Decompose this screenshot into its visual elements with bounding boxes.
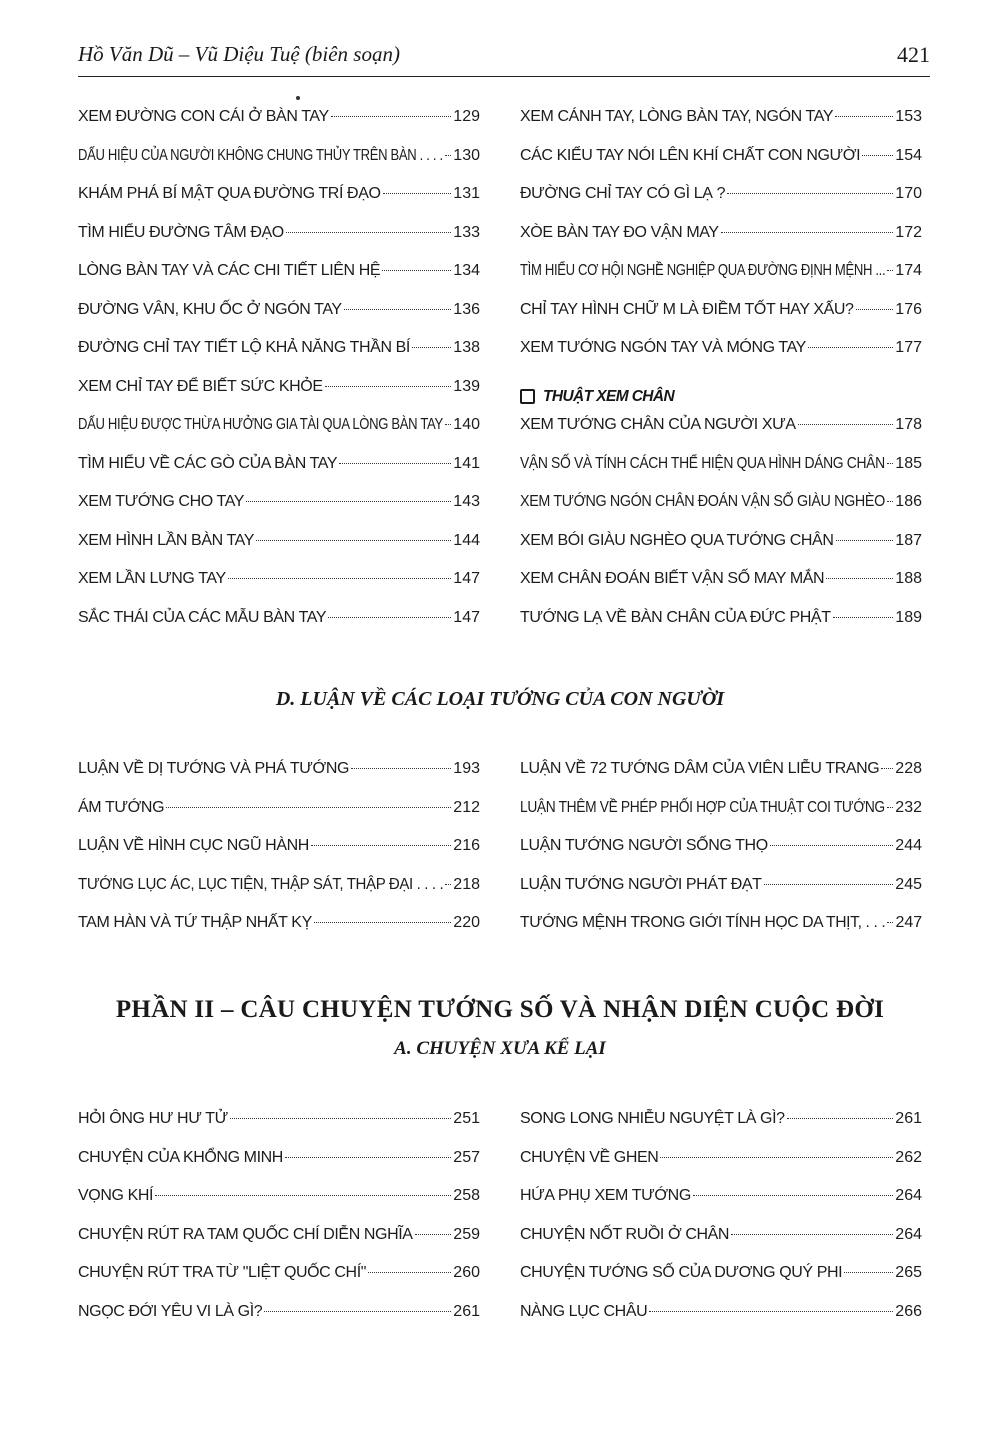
dot-leader [314,922,451,923]
toc-entry-title: LUẬN VỀ 72 TƯỚNG DÂM CỦA VIÊN LIỄU TRANG [520,760,880,777]
dot-leader [445,424,452,425]
toc-entry-page: 244 [895,837,922,854]
toc-entry-title: VỌNG KHÍ [78,1187,154,1204]
toc-entry-page: 262 [895,1148,922,1166]
toc-entry [78,609,480,648]
toc-entry-page: 228 [895,760,922,777]
toc-entry-page: 186 [895,493,922,510]
toc-entry [78,1264,480,1303]
dot-leader [887,270,893,271]
toc-entry-page: 147 [453,608,480,626]
toc-entry [520,799,922,838]
toc-entry [78,570,480,609]
dot-leader [325,386,452,387]
dot-leader [445,155,452,156]
toc-entry-title: XEM TƯỚNG CHO TAY [78,493,245,510]
toc-entry-page: 141 [453,454,480,472]
toc-entry-page: 264 [895,1225,922,1243]
toc-entry-page: 130 [453,146,480,164]
checkbox-square-icon [520,389,535,404]
page-number: 421 [897,42,930,67]
toc-entry [520,262,922,301]
dot-leader [887,501,894,502]
toc-list-palm-left [78,108,480,647]
toc-entry [520,1226,922,1265]
toc-entry-page: 247 [895,914,923,931]
dot-leader [835,116,893,117]
toc-entry-page: 136 [453,300,480,318]
toc-entry-page: 257 [453,1148,480,1166]
toc-entry-title: XEM TƯỚNG NGÓN TAY VÀ MÓNG TAY [520,339,806,356]
part-2-subtitle: A. CHUYỆN XƯA KỂ LẠI [394,1038,606,1059]
toc-entry [78,1187,480,1226]
toc-entry-page: 129 [453,108,480,125]
toc-entry-title: TAM HÀN VÀ TỨ THẬP NHẤT KỴ [78,914,312,931]
toc-entry-page: 140 [453,416,480,433]
toc-entry-title: TÌM HIỂU VỀ CÁC GÒ CỦA BÀN TAY [78,454,338,472]
toc-entry [520,609,922,648]
dot-leader [230,1118,451,1119]
dot-leader [887,807,894,808]
toc-entry-title: NÀNG LỤC CHÂU [520,1302,648,1320]
dot-leader [445,884,451,885]
toc-entry [520,837,922,876]
dot-leader [344,309,452,310]
dot-leader [693,1195,893,1196]
toc-entry-title: HỨA PHỤ XEM TƯỚNG [520,1187,691,1204]
toc-entry [78,1226,480,1265]
toc-entry-title: ĐƯỜNG VÂN, KHU ỐC Ở NGÓN TAY [78,300,342,318]
toc-entry-page: 265 [895,1264,922,1281]
toc-entry-title: CHUYỆN RÚT TRA TỪ "LIỆT QUỐC CHÍ" [78,1264,367,1281]
toc-list-feet [520,416,922,647]
toc-entry-title: SẮC THÁI CỦA CÁC MẪU BÀN TAY [78,608,327,626]
dot-leader [770,845,894,846]
toc-entry [78,876,480,915]
toc-entry [78,378,480,417]
toc-entry-page: 176 [895,300,922,318]
toc-entry [520,532,922,571]
toc-entry-page: 212 [453,798,480,816]
toc-entry [78,760,480,799]
toc-entry-page: 187 [895,531,922,549]
dot-leader [881,768,893,769]
toc-entry [78,262,480,301]
toc-entry-title: LUẬN THÊM VỀ PHÉP PHỐI HỢP CỦA THUẬT COI TƯỚNG [520,798,885,816]
dot-leader [787,1118,894,1119]
dot-leader [155,1195,451,1196]
toc-entry-page: 251 [453,1110,480,1127]
toc-entry-page: 264 [895,1187,922,1204]
dot-leader [412,347,451,348]
toc-entry [78,1149,480,1188]
dot-leader [844,1272,893,1273]
toc-entry-title: ĐƯỜNG CHỈ TAY TIẾT LỘ KHẢ NĂNG THẦN BÍ [78,339,410,356]
toc-entry [520,224,922,263]
toc-entry [78,147,480,186]
section-d-title: D. LUẬN VỀ CÁC LOẠI TƯỚNG CỦA CON NGƯỜI [275,688,725,710]
toc-entry-page: 174 [895,262,922,279]
toc-entry-title: XEM CHÂN ĐOÁN BIẾT VẬN SỐ MAY MẮN [520,570,825,587]
toc-list-section-d-right [520,760,922,953]
toc-entry-page: 260 [453,1264,480,1281]
toc-entry-title: CHUYỆN RÚT RA TAM QUỐC CHÍ DIỄN NGHĨA [78,1225,413,1243]
dot-leader [286,232,451,233]
dot-leader [727,193,893,194]
toc-entry-page: 189 [895,608,922,626]
dot-leader [339,463,451,464]
print-speck [296,96,300,100]
toc-entry [520,301,922,340]
toc-entry-page: 139 [453,377,480,395]
toc-entry-title: VẬN SỐ VÀ TÍNH CÁCH THỂ HIỆN QUA HÌNH DÁNG CHÂN [520,454,885,472]
dot-leader [264,1311,451,1312]
toc-entry-page: 153 [895,108,922,125]
toc-entry-page: 131 [453,185,480,202]
toc-entry-title: CHỈ TAY HÌNH CHỮ M LÀ ĐIỀM TỐT HAY XẤU? [520,300,854,318]
toc-entry [520,760,922,799]
toc-entry [78,224,480,263]
toc-entry-page: 216 [453,837,480,854]
toc-entry-title: DẤU HIỆU CỦA NGƯỜI KHÔNG CHUNG THỦY TRÊN BÀN . . . . [78,146,443,164]
dot-leader [331,116,452,117]
toc-entry-title: XEM HÌNH LẦN BÀN TAY [78,531,255,549]
toc-entry-title: NGỌC ĐỚI YÊU VI LÀ GÌ? [78,1302,263,1320]
running-title: Hồ Văn Dũ – Vũ Diệu Tuệ (biên soạn) [78,42,400,66]
toc-entry [78,914,480,953]
toc-entry-title: CHUYỆN TƯỚNG SỐ CỦA DƯƠNG QUÝ PHI [520,1264,843,1281]
toc-entry-page: 261 [895,1110,922,1127]
toc-list-section-d-left [78,760,480,953]
dot-leader [256,540,451,541]
toc-entry-page: 134 [453,262,480,279]
toc-entry-title: KHÁM PHÁ BÍ MẬT QUA ĐƯỜNG TRÍ ĐẠO [78,185,381,202]
toc-list-palm-right [520,108,922,378]
toc-entry-title: XEM TƯỚNG NGÓN CHÂN ĐOÁN VẬN SỐ GIÀU NGHÈO [520,493,885,510]
toc-entry [520,1149,922,1188]
toc-entry-title: XEM BÓI GIÀU NGHÈO QUA TƯỚNG CHÂN [520,531,834,549]
toc-entry-title: TÌM HIỂU ĐƯỜNG TÂM ĐẠO [78,223,284,241]
toc-entry-page: 220 [453,914,480,931]
dot-leader [731,1234,893,1235]
toc-entry [520,493,922,532]
toc-entry-page: 261 [453,1302,480,1320]
toc-entry [520,570,922,609]
toc-entry-page: 170 [895,185,922,202]
toc-entry-page: 259 [453,1225,480,1243]
toc-entry [78,837,480,876]
dot-leader [833,617,894,618]
dot-leader [856,309,894,310]
toc-entry-page: 144 [453,531,480,549]
toc-entry-title: XEM CÁNH TAY, LÒNG BÀN TAY, NGÓN TAY [520,108,834,125]
toc-entry-page: 147 [453,570,480,587]
running-header [78,40,930,77]
dot-leader [887,922,893,923]
dot-leader [808,347,893,348]
toc-entry [78,108,480,147]
dot-leader [166,807,451,808]
toc-entry-title: CHUYỆN VỀ GHEN [520,1148,659,1166]
dot-leader [415,1234,452,1235]
toc-entry [520,1187,922,1226]
toc-entry [78,1303,480,1342]
toc-entry-title: LUẬN VỀ HÌNH CỤC NGŨ HÀNH [78,837,309,854]
toc-entry-page: 245 [895,875,922,893]
toc-entry-title: LUẬN TƯỚNG NGƯỜI SỐNG THỌ [520,837,768,854]
toc-entry [78,301,480,340]
toc-entry-title: TƯỚNG LỤC ÁC, LỤC TIỆN, THẬP SÁT, THẬP ĐẠI . . . . [78,875,444,893]
toc-entry-title: XEM TƯỚNG CHÂN CỦA NGƯỜI XƯA [520,416,796,433]
toc-entry-page: 185 [895,454,922,472]
toc-entry-title: XEM ĐƯỜNG CON CÁI Ở BÀN TAY [78,108,329,125]
toc-entry-title: ĐƯỜNG CHỈ TAY CÓ GÌ LẠ ? [520,185,726,202]
dot-leader [764,884,894,885]
dot-leader [246,501,451,502]
toc-entry-page: 266 [895,1302,922,1320]
toc-entry-page: 143 [453,493,480,510]
dot-leader [649,1311,893,1312]
toc-entry-title: LUẬN VỀ DỊ TƯỚNG VÀ PHÁ TƯỚNG [78,760,350,777]
toc-entry-title: ÁM TƯỚNG [78,798,165,816]
toc-entry-page: 232 [895,798,922,816]
toc-entry-page: 178 [895,416,922,433]
toc-list-part-2-left [78,1110,480,1341]
toc-entry-title: LUẬN TƯỚNG NGƯỜI PHÁT ĐẠT [520,875,762,893]
toc-entry [520,1110,922,1149]
toc-entry [78,339,480,378]
toc-entry [520,914,922,953]
toc-entry [520,416,922,455]
dot-leader [311,845,451,846]
toc-entry-page: 193 [453,760,480,777]
toc-entry [520,108,922,147]
part-2-title: PHẦN II – CÂU CHUYỆN TƯỚNG SỐ VÀ NHẬN DIỆN CUỘC ĐỜI [115,996,885,1023]
toc-entry [78,185,480,224]
toc-entry [520,339,922,378]
dot-leader [351,768,451,769]
dot-leader [383,193,452,194]
dot-leader [228,578,452,579]
toc-entry-page: 188 [895,570,922,587]
dot-leader [368,1272,451,1273]
toc-entry-title: LÒNG BÀN TAY VÀ CÁC CHI TIẾT LIÊN HỆ [78,262,381,279]
toc-entry [520,1303,922,1342]
toc-entry [78,1110,480,1149]
toc-entry-page: 177 [895,339,922,356]
subheading-feet [520,378,922,417]
toc-entry-title: HỎI ÔNG HƯ HƯ TỬ [78,1110,228,1127]
dot-leader [836,540,894,541]
toc-entry-title: SONG LONG NHIỄU NGUYỆT LÀ GÌ? [520,1110,785,1127]
toc-entry-page: 138 [453,339,480,356]
toc-entry-title: CHUYỆN NỐT RUỒI Ở CHÂN [520,1225,730,1243]
toc-entry-title: CHUYỆN CỦA KHỔNG MINH [78,1148,283,1166]
toc-entry [520,876,922,915]
dot-leader [382,270,451,271]
toc-entry [520,1264,922,1303]
toc-entry-title: XEM CHỈ TAY ĐỂ BIẾT SỨC KHỎE [78,377,323,395]
toc-entry-title: XEM LẦN LƯNG TAY [78,570,226,587]
toc-entry-page: 133 [453,223,480,241]
toc-entry-title: TÌM HIỂU CƠ HỘI NGHỀ NGHIỆP QUA ĐƯỜNG ĐỊNH MỆNH ... [520,262,886,279]
toc-entry [520,185,922,224]
toc-entry [78,493,480,532]
toc-entry-page: 154 [895,146,922,164]
toc-entry-title: TƯỚNG LẠ VỀ BÀN CHÂN CỦA ĐỨC PHẬT [520,608,831,626]
toc-entry-page: 218 [453,875,480,893]
dot-leader [285,1157,451,1158]
toc-entry [78,455,480,494]
toc-entry [78,532,480,571]
toc-list-part-2-right [520,1110,922,1341]
toc-entry-page: 258 [453,1187,480,1204]
dot-leader [798,424,894,425]
dot-leader [887,463,894,464]
dot-leader [826,578,893,579]
toc-entry [78,416,480,455]
toc-entry [78,799,480,838]
toc-entry-page: 172 [895,223,922,241]
toc-entry [520,147,922,186]
dot-leader [660,1157,893,1158]
dot-leader [721,232,894,233]
toc-entry [520,455,922,494]
dot-leader [328,617,451,618]
toc-entry-title: DẤU HIỆU ĐƯỢC THỪA HƯỞNG GIA TÀI QUA LÒNG BÀN TAY [78,416,443,433]
toc-subsection-feet [520,378,922,417]
toc-entry-title: TƯỚNG MỆNH TRONG GIỚI TÍNH HỌC DA THỊT, . . . [520,914,886,931]
dot-leader [862,155,893,156]
subheading-label: THUẬT XEM CHÂN [543,387,675,405]
toc-entry-title: XÒE BÀN TAY ĐO VẬN MAY [520,223,719,241]
toc-entry-title: CÁC KIỂU TAY NÓI LÊN KHÍ CHẤT CON NGƯỜI [520,146,861,164]
